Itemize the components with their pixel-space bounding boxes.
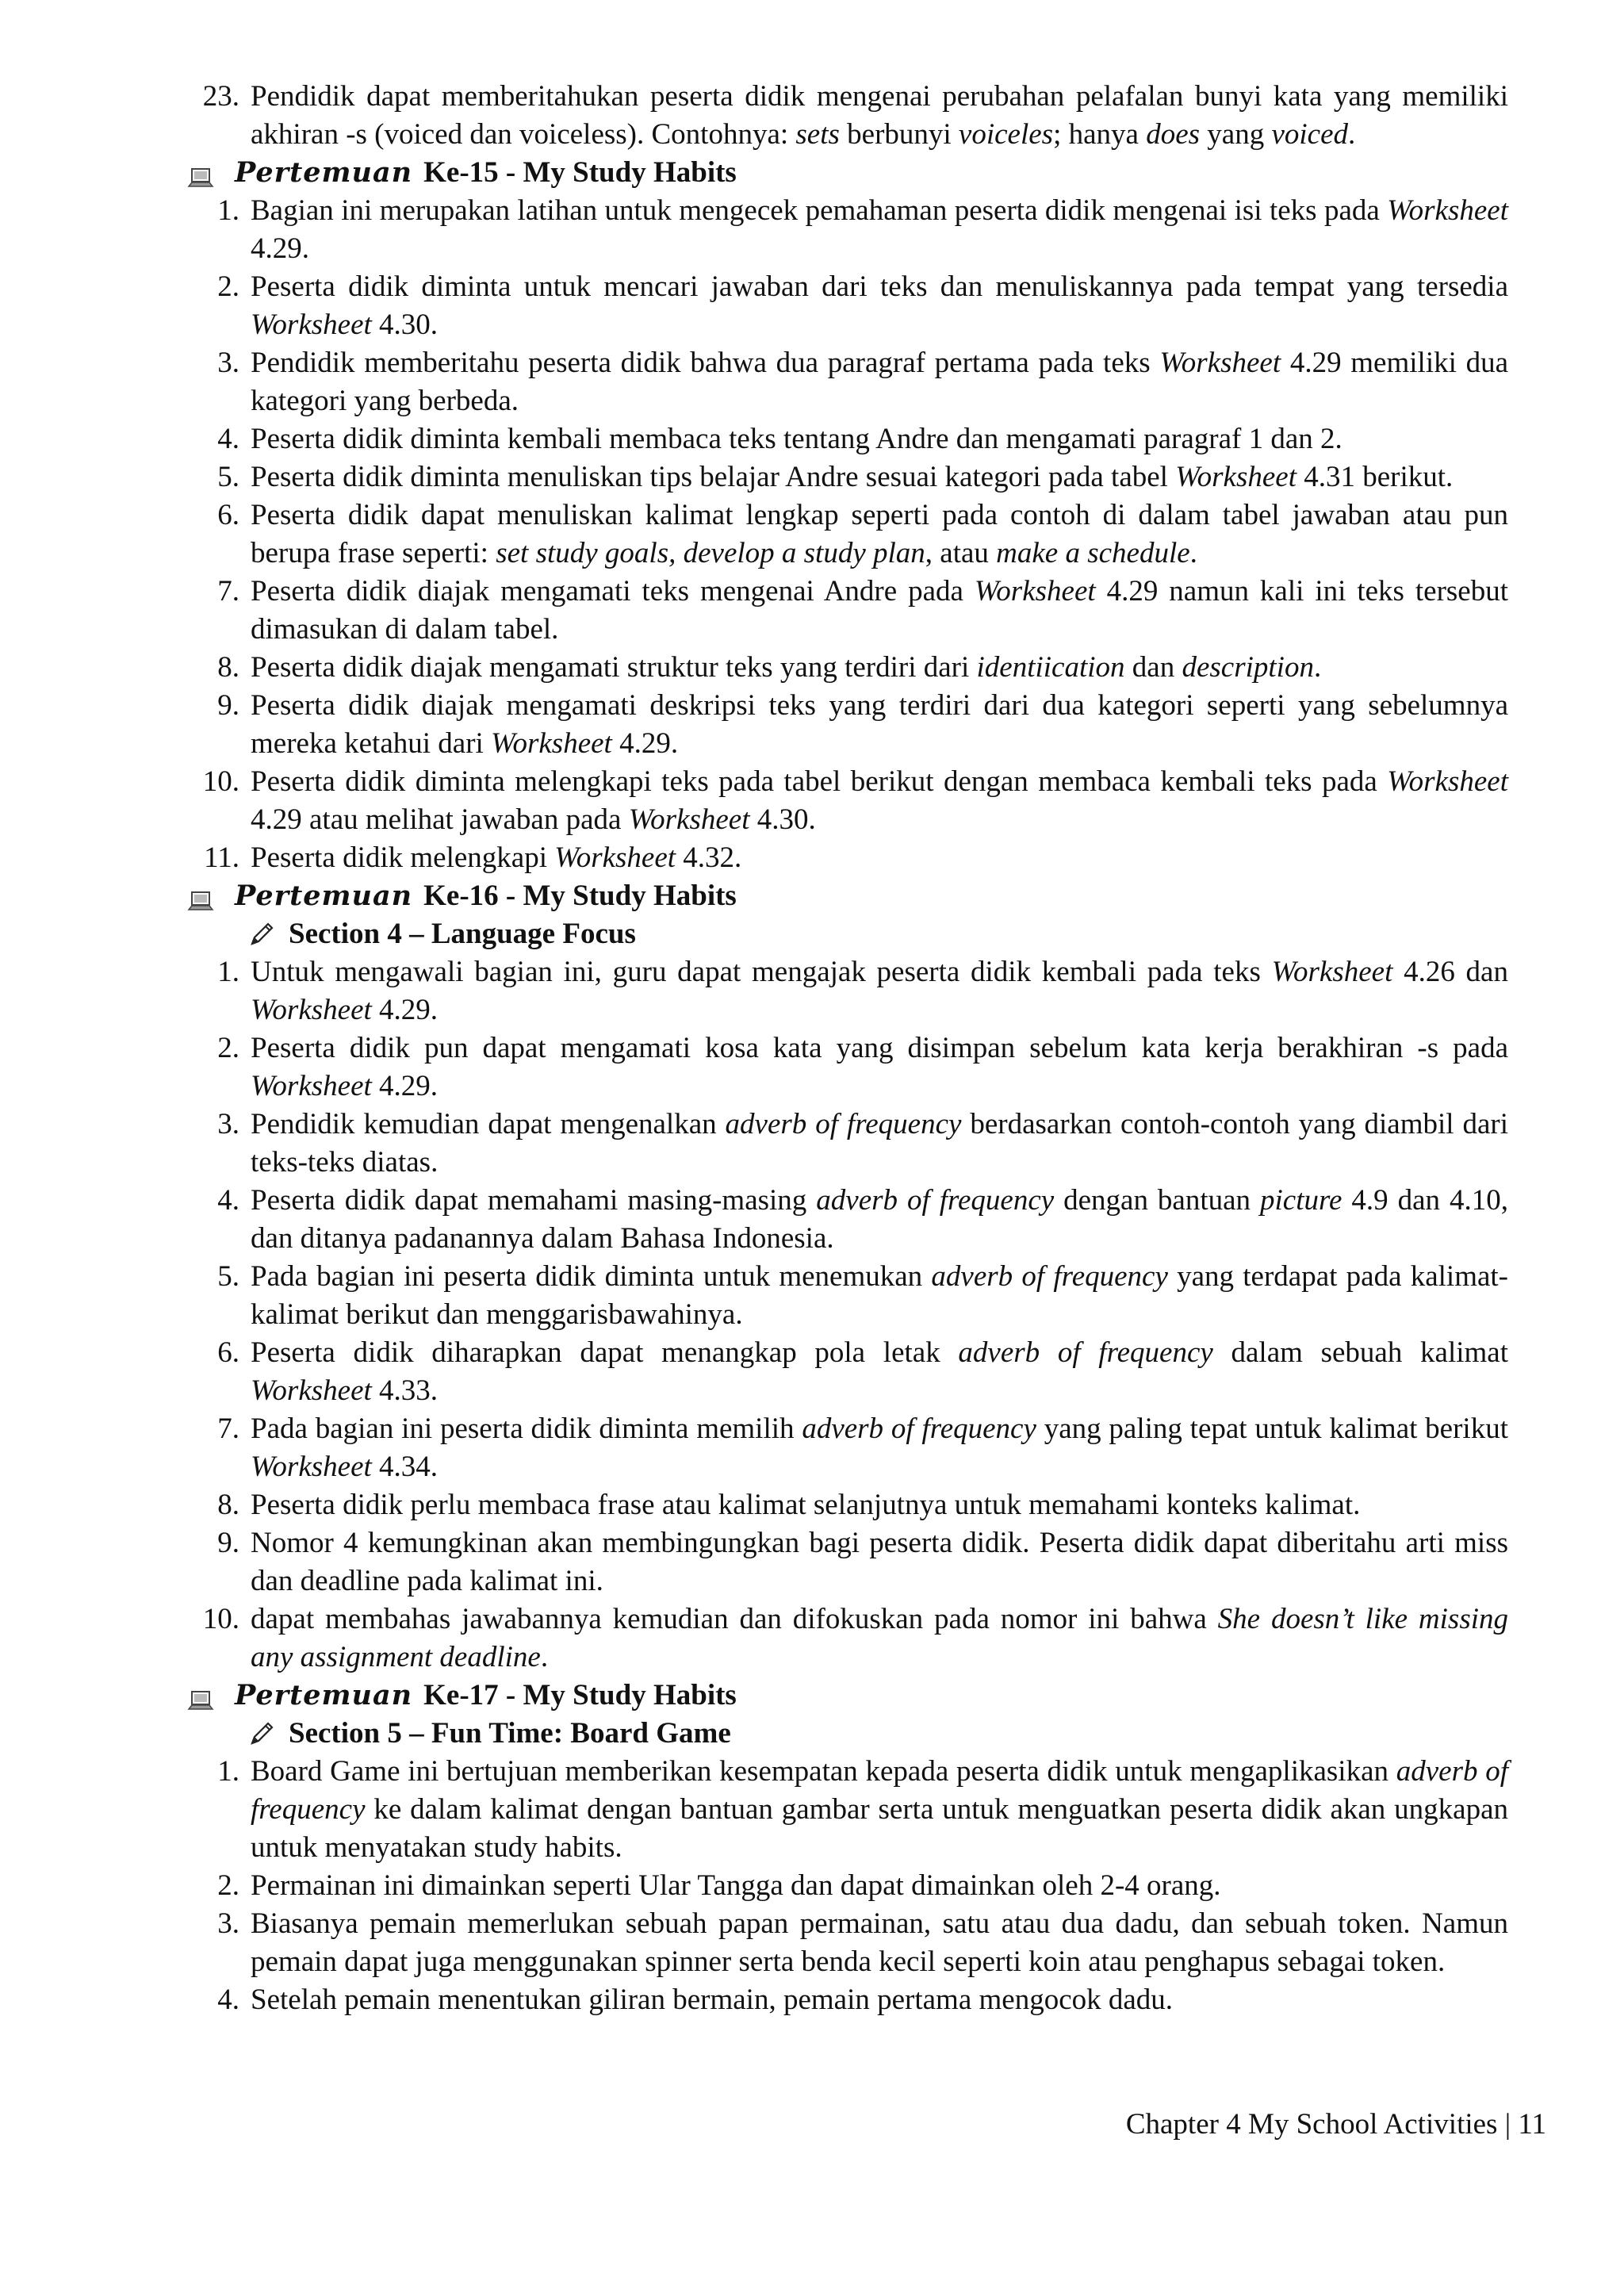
italic-text: Worksheet bbox=[554, 841, 676, 874]
meeting-heading bbox=[187, 877, 1546, 915]
italic-text: does bbox=[1146, 118, 1201, 151]
list-item bbox=[189, 649, 1546, 687]
text-run: 4.29. bbox=[371, 994, 439, 1026]
text-run: Setelah pemain menentukan giliran bermain, pemain pertama mengocok dadu. bbox=[251, 1984, 1174, 2016]
list-item-text bbox=[251, 420, 1508, 458]
text-run: 4.29. bbox=[251, 232, 309, 265]
text-run: . bbox=[1313, 651, 1322, 684]
italic-text: Worksheet bbox=[1387, 765, 1508, 798]
text-run: Nomor 4 kemungkinan akan membingungkan bagi peserta didik. Peserta didik dapat diberitahu arti miss dan deadline pada kalimat ini. bbox=[251, 1527, 1508, 1597]
list-item bbox=[189, 1486, 1546, 1524]
text-run: Pada bagian ini peserta didik diminta untuk menemukan bbox=[251, 1260, 932, 1293]
text-run: 4.29 atau melihat jawaban pada bbox=[251, 803, 629, 836]
italic-text: picture bbox=[1260, 1184, 1342, 1217]
italic-text: Worksheet bbox=[1159, 347, 1281, 379]
list-item-text bbox=[251, 192, 1508, 268]
list-item-number: 10. bbox=[202, 1603, 239, 1635]
italic-text: Worksheet bbox=[251, 1451, 372, 1483]
text-run: 4.26 dan bbox=[1392, 956, 1508, 988]
italic-text: make a schedule bbox=[996, 537, 1190, 569]
list-item-number: 1. bbox=[217, 1755, 239, 1788]
list-item-number: 3. bbox=[217, 1108, 239, 1140]
italic-text: Worksheet bbox=[628, 803, 750, 836]
text-run: 4.34. bbox=[371, 1451, 439, 1483]
list-item-number: 8. bbox=[217, 651, 239, 684]
meeting-label: Pertemuan bbox=[235, 880, 413, 912]
laptop-icon bbox=[187, 885, 214, 907]
italic-text: set study goals, develop a study plan bbox=[496, 537, 925, 569]
list-item-number: 23. bbox=[202, 80, 239, 113]
italic-text: Worksheet bbox=[974, 575, 1096, 608]
italic-text: sets bbox=[795, 118, 840, 151]
text-run: 4.29 memiliki dua kategori yang berbeda. bbox=[251, 347, 1508, 417]
list-item bbox=[189, 1600, 1546, 1677]
list-item bbox=[189, 1753, 1546, 1867]
italic-text: Worksheet bbox=[251, 1374, 372, 1407]
list-item-text bbox=[251, 1905, 1508, 1981]
list-item-number: 9. bbox=[217, 1527, 239, 1559]
italic-text: adverb of frequency bbox=[725, 1108, 962, 1140]
list-item-text bbox=[251, 1334, 1508, 1410]
section-heading bbox=[247, 915, 1546, 953]
list-item-text bbox=[251, 953, 1508, 1029]
list-item-text bbox=[251, 1410, 1508, 1486]
list-item bbox=[189, 458, 1546, 496]
text-run: berdasarkan contoh-contoh yang diambil dari teks-teks diatas. bbox=[251, 1108, 1508, 1179]
list-item-number: 4. bbox=[217, 423, 239, 455]
list-item-text bbox=[251, 344, 1508, 420]
text-run: Permainan ini dimainkan seperti Ular Tangga dan dapat dimainkan oleh 2-4 orang. bbox=[251, 1869, 1221, 1902]
list-item-number: 11. bbox=[204, 841, 239, 874]
list-item-number: 4. bbox=[217, 1184, 239, 1217]
text-run: Peserta didik melengkapi bbox=[251, 841, 555, 874]
italic-text: description bbox=[1182, 651, 1314, 684]
pencil-icon bbox=[247, 921, 274, 948]
italic-text: adverb of frequency bbox=[802, 1412, 1036, 1445]
list-item-text bbox=[251, 1258, 1508, 1334]
text-run: dalam sebuah kalimat bbox=[1212, 1336, 1508, 1369]
pencil-icon bbox=[247, 1720, 274, 1747]
list-item bbox=[189, 1258, 1546, 1334]
list-item-number: 4. bbox=[217, 1984, 239, 2016]
list-item bbox=[189, 763, 1546, 839]
list-item bbox=[189, 1410, 1546, 1486]
italic-text: Worksheet bbox=[1175, 461, 1297, 493]
text-run: dan bbox=[1124, 651, 1182, 684]
list-item bbox=[189, 1981, 1546, 2019]
text-run: Pendidik kemudian dapat mengenalkan bbox=[251, 1108, 726, 1140]
list-item-text bbox=[251, 1182, 1508, 1258]
list-item bbox=[189, 268, 1546, 344]
list-item-text bbox=[251, 268, 1508, 344]
text-run: 4.9 dan 4.10, dan ditanya padanannya dalam Bahasa Indonesia. bbox=[251, 1184, 1508, 1255]
italic-text: Worksheet bbox=[491, 727, 612, 760]
italic-text: Worksheet bbox=[1387, 194, 1508, 227]
text-run: 4.30. bbox=[749, 803, 816, 836]
list-item-number: 3. bbox=[217, 1907, 239, 1940]
text-run: 4.30. bbox=[371, 309, 439, 341]
list-item-number: 6. bbox=[217, 499, 239, 531]
italic-text: She doesn’t like missing any assignment deadline bbox=[251, 1603, 1508, 1673]
laptop-icon bbox=[187, 162, 214, 184]
list-item-number: 2. bbox=[217, 1032, 239, 1064]
list-item-number: 3. bbox=[217, 347, 239, 379]
section-title: Section 4 – Language Focus bbox=[289, 918, 636, 950]
list-item-text bbox=[251, 1486, 1508, 1524]
list-item bbox=[189, 1334, 1546, 1410]
text-run: Peserta didik diminta untuk mencari jawaban dari teks dan menuliskannya pada tempat yang tersedia bbox=[251, 270, 1508, 303]
list-item bbox=[189, 1106, 1546, 1182]
text-run: yang terdapat pada kalimat-kalimat berikut dan menggarisbawahinya. bbox=[251, 1260, 1508, 1331]
text-run: Peserta didik diminta kembali membaca teks tentang Andre dan mengamati paragraf 1 dan 2. bbox=[251, 423, 1342, 455]
list-item-text bbox=[251, 1867, 1508, 1905]
list-item-text bbox=[251, 573, 1508, 649]
italic-text: adverb of frequency bbox=[931, 1260, 1168, 1293]
text-run: Peserta didik dapat memahami masing-masing bbox=[251, 1184, 817, 1217]
italic-text: identiication bbox=[976, 651, 1125, 684]
text-run: yang paling tepat untuk kalimat berikut bbox=[1036, 1412, 1508, 1445]
list-item-number: 1. bbox=[217, 956, 239, 988]
list-item-text bbox=[251, 1106, 1508, 1182]
list-item bbox=[189, 953, 1546, 1029]
text-run: dapat membahas jawabannya kemudian dan difokuskan pada nomor ini bahwa bbox=[251, 1603, 1218, 1635]
list-item-text bbox=[251, 763, 1508, 839]
text-run: Peserta didik diminta melengkapi teks pada tabel berikut dengan membaca kembali teks pada bbox=[251, 765, 1388, 798]
text-run: 4.32. bbox=[676, 841, 742, 874]
text-run: Biasanya pemain memerlukan sebuah papan permainan, satu atau dua dadu, dan sebuah token. Namun pemain dapat juga menggunakan spinner serta benda kecil seperti koin atau penghapus sebagai token. bbox=[251, 1907, 1508, 1978]
text-run: Peserta didik diharapkan dapat menangkap pola letak bbox=[251, 1336, 959, 1369]
text-run: Untuk mengawali bagian ini, guru dapat mengajak peserta didik kembali pada teks bbox=[251, 956, 1272, 988]
text-run: 4.31 berikut. bbox=[1297, 461, 1454, 493]
list-item-number: 2. bbox=[217, 1869, 239, 1902]
list-item-text bbox=[251, 1753, 1508, 1867]
list-item-number: 9. bbox=[217, 689, 239, 722]
text-run: yang bbox=[1200, 118, 1272, 151]
italic-text: voiced bbox=[1271, 118, 1349, 151]
list-item-text bbox=[251, 458, 1508, 496]
section-heading bbox=[247, 1715, 1546, 1753]
text-run: Peserta didik pun dapat mengamati kosa kata yang disimpan sebelum kata kerja berakhiran -s pada bbox=[251, 1032, 1508, 1064]
text-run: Pada bagian ini peserta didik diminta memilih bbox=[251, 1412, 802, 1445]
list-item-text bbox=[251, 78, 1508, 154]
list-item bbox=[189, 1905, 1546, 1981]
list-item-text bbox=[251, 687, 1508, 763]
list-item bbox=[189, 78, 1546, 154]
italic-text: Worksheet bbox=[251, 994, 372, 1026]
page-body bbox=[189, 78, 1546, 2019]
list-item bbox=[189, 192, 1546, 268]
meeting-title: Ke-17 - My Study Habits bbox=[423, 1679, 737, 1711]
list-item-text bbox=[251, 496, 1508, 573]
text-run: 4.29 namun kali ini teks tersebut dimasukan di dalam tabel. bbox=[251, 575, 1508, 646]
list-item-text bbox=[251, 1600, 1508, 1677]
list-item-number: 2. bbox=[217, 270, 239, 303]
list-item bbox=[189, 1867, 1546, 1905]
text-run: Peserta didik diminta menuliskan tips belajar Andre sesuai kategori pada tabel bbox=[251, 461, 1176, 493]
list-item bbox=[189, 1182, 1546, 1258]
text-run: 4.33. bbox=[371, 1374, 439, 1407]
text-run: ke dalam kalimat dengan bantuan gambar serta untuk menguatkan peserta didik akan ungkapan untuk menyatakan study habits. bbox=[251, 1793, 1508, 1864]
text-run: berbunyi bbox=[839, 118, 959, 151]
meeting-label: Pertemuan bbox=[235, 156, 413, 189]
list-item-number: 5. bbox=[217, 1260, 239, 1293]
meeting-heading bbox=[187, 154, 1546, 192]
list-item bbox=[189, 344, 1546, 420]
text-run: Peserta didik diajak mengamati struktur teks yang terdiri dari bbox=[251, 651, 977, 684]
list-item-text bbox=[251, 1029, 1508, 1106]
list-item-text bbox=[251, 1524, 1508, 1600]
text-run: ; hanya bbox=[1053, 118, 1147, 151]
italic-text: Worksheet bbox=[1271, 956, 1393, 988]
list-item-number: 5. bbox=[217, 461, 239, 493]
text-run: . bbox=[540, 1641, 549, 1673]
list-item-text bbox=[251, 1981, 1508, 2019]
text-run: 4.29. bbox=[371, 1070, 439, 1102]
italic-text: adverb of frequency bbox=[251, 1755, 1508, 1826]
list-item bbox=[189, 1524, 1546, 1600]
meeting-heading bbox=[187, 1677, 1546, 1715]
meeting-title: Ke-15 - My Study Habits bbox=[423, 156, 737, 189]
italic-text: adverb of frequency bbox=[816, 1184, 1055, 1217]
list-item-number: 1. bbox=[217, 194, 239, 227]
list-item-number: 8. bbox=[217, 1489, 239, 1521]
list-item-text bbox=[251, 839, 1508, 877]
section-title: Section 5 – Fun Time: Board Game bbox=[289, 1717, 731, 1750]
list-item bbox=[189, 1029, 1546, 1106]
text-run: Peserta didik diajak mengamati deskripsi teks yang terdiri dari dua kategori seperti yang sebelumnya mereka ketahui dari bbox=[251, 689, 1508, 760]
list-item bbox=[189, 839, 1546, 877]
list-item-number: 7. bbox=[217, 575, 239, 608]
text-run: Board Game ini bertujuan memberikan kesempatan kepada peserta didik untuk mengaplikasikan bbox=[251, 1755, 1396, 1788]
text-run: Bagian ini merupakan latihan untuk mengecek pemahaman peserta didik mengenai isi teks pada bbox=[251, 194, 1388, 227]
text-run: Pendidik memberitahu peserta didik bahwa dua paragraf pertama pada teks bbox=[251, 347, 1160, 379]
italic-text: voiceles bbox=[958, 118, 1054, 151]
text-run: . bbox=[1189, 537, 1197, 569]
italic-text: Worksheet bbox=[251, 1070, 372, 1102]
list-item-number: 6. bbox=[217, 1336, 239, 1369]
list-item-number: 7. bbox=[217, 1412, 239, 1445]
text-run: , atau bbox=[925, 537, 997, 569]
text-run: Peserta didik dapat menuliskan kalimat lengkap seperti pada contoh di dalam tabel jawaban atau pun berupa frase seperti: bbox=[251, 499, 1508, 569]
page-footer: Chapter 4 My School Activities | 11 bbox=[1125, 2108, 1546, 2141]
list-item bbox=[189, 496, 1546, 573]
italic-text: adverb of frequency bbox=[958, 1336, 1213, 1369]
text-run: dengan bantuan bbox=[1054, 1184, 1261, 1217]
laptop-icon bbox=[187, 1685, 214, 1707]
text-run: Peserta didik diajak mengamati teks mengenai Andre pada bbox=[251, 575, 975, 608]
list-item-text bbox=[251, 649, 1508, 687]
text-run: Pendidik dapat memberitahukan peserta didik mengenai perubahan pelafalan bunyi kata yang memiliki akhiran -s (voiced dan voiceless). Contohnya: bbox=[251, 80, 1508, 151]
list-item bbox=[189, 687, 1546, 763]
meeting-label: Pertemuan bbox=[235, 1679, 413, 1711]
meeting-title: Ke-16 - My Study Habits bbox=[423, 880, 737, 912]
list-item bbox=[189, 573, 1546, 649]
text-run: Peserta didik perlu membaca frase atau kalimat selanjutnya untuk memahami konteks kalimat. bbox=[251, 1489, 1361, 1521]
list-item-number: 10. bbox=[202, 765, 239, 798]
list-item bbox=[189, 420, 1546, 458]
text-run: . bbox=[1348, 118, 1356, 151]
italic-text: Worksheet bbox=[251, 309, 372, 341]
text-run: 4.29. bbox=[611, 727, 679, 760]
